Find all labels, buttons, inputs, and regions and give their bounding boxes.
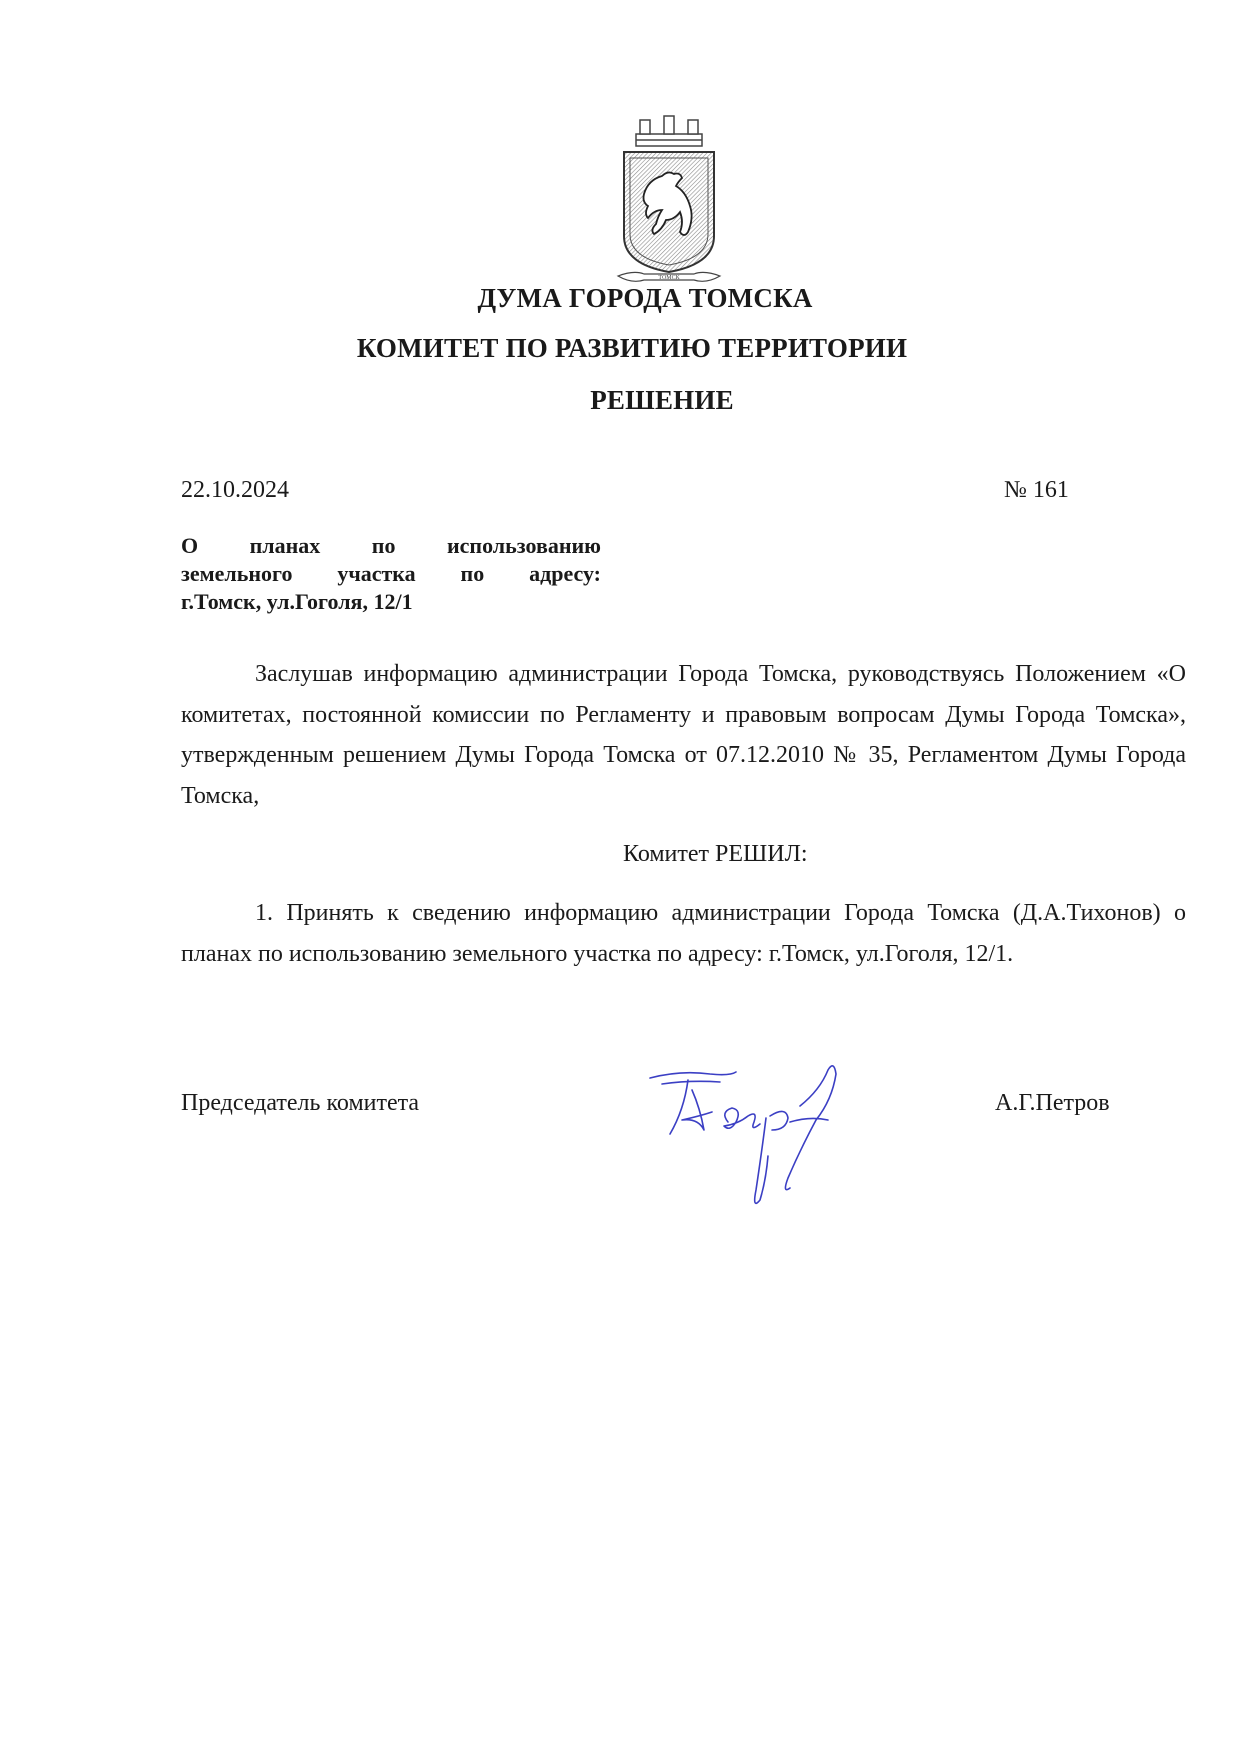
- subject-line-1: О планах по использованию: [181, 533, 601, 558]
- signatory-title: Председатель комитета: [181, 1090, 420, 1116]
- org-title: ДУМА ГОРОДА ТОМСКА: [477, 283, 813, 313]
- preamble-paragraph: Заслушав информацию администрации Города Томска, руководствуясь Положением «О комитетах, постоянной комиссии по Регламенту и правовым вопросам Думы Города Томска», утвержденным решением Думы Города Томска от 07.12.2010 № 35, Регламентом Думы Города Томска,: [181, 661, 1186, 809]
- tomsk-coat-of-arms-icon: [614, 114, 724, 284]
- committee-title: КОМИТЕТ ПО РАЗВИТИЮ ТЕРРИТОРИИ: [356, 333, 908, 363]
- subject-line-2: земельного участка по адресу:: [181, 561, 601, 586]
- decision-item-1: 1. Принять к сведению информацию администрации Города Томска (Д.А.Тихонов) о планах по использованию земельного участка по адресу: г.Томск, ул.Гоголя, 12/1.: [181, 900, 1186, 967]
- handwritten-signature: [640, 1060, 900, 1220]
- signatory-name: А.Г.Петров: [995, 1090, 1110, 1116]
- subject-line-3: г.Томск, ул.Гоголя, 12/1: [181, 589, 413, 614]
- document-date: 22.10.2024: [181, 477, 289, 503]
- decision-heading: Комитет РЕШИЛ:: [623, 841, 808, 867]
- document-type: РЕШЕНИЕ: [590, 385, 734, 415]
- document-subject: [181, 532, 601, 616]
- emblem-ribbon-text: ТОМСК: [658, 275, 680, 281]
- document-number: № 161: [1004, 477, 1069, 503]
